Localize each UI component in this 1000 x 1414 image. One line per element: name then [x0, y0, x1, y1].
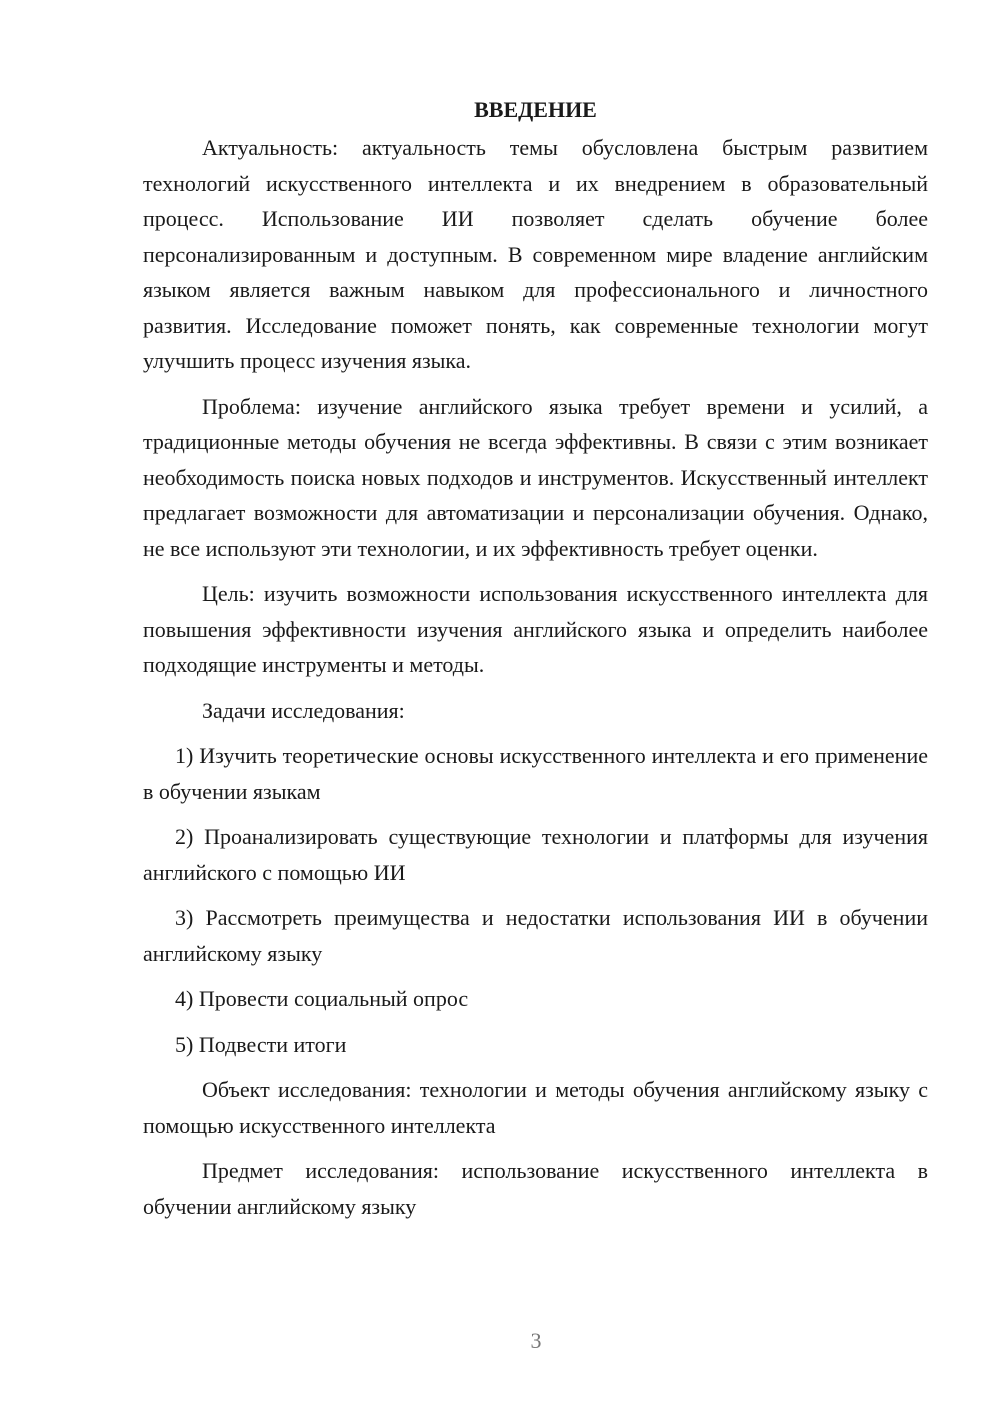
- object-paragraph: Объект исследования: технологии и методы обучения английскому языку с помощью искусственного интеллекта: [143, 1077, 928, 1138]
- page-title: ВВЕДЕНИЕ: [474, 97, 597, 122]
- document-page: [143, 92, 928, 1234]
- task-item: 3) Рассмотреть преимущества и недостатки использования ИИ в обучении английскому языку: [143, 905, 928, 966]
- task-item: 5) Подвести итоги: [175, 1031, 347, 1057]
- page-number: 3: [530, 1328, 542, 1353]
- tasks-heading: Задачи исследования:: [202, 697, 405, 723]
- goal-paragraph: Цель: изучить возможности использования искусственного интеллекта для повышения эффективности изучения английского языка и определить наиболее подходящие инструменты и методы.: [143, 581, 928, 677]
- task-item: 1) Изучить теоретические основы искусственного интеллекта и его применение в обучении языкам: [143, 743, 928, 804]
- task-item: 2) Проанализировать существующие технологии и платформы для изучения английского с помощью ИИ: [143, 824, 928, 885]
- task-item: 4) Провести социальный опрос: [175, 986, 469, 1011]
- subject-paragraph: Предмет исследования: использование искусственного интеллекта в обучении английскому языку: [143, 1158, 928, 1219]
- relevance-paragraph: Актуальность: актуальность темы обусловлена быстрым развитием технологий искусственного интеллекта и их внедрением в образовательный процесс. Использование ИИ позволяет сделать обучение более персонализированным и доступным. В современном мире владение английским языком является важным навыком для профессионального и личностного развития. Исследование поможет понять, как современные технологии могут улучшить процесс изучения языка.: [143, 135, 928, 373]
- problem-paragraph: Проблема: изучение английского языка требует времени и усилий, а традиционные методы обучения не всегда эффективны. В связи с этим возникает необходимость поиска новых подходов и инструментов. Искусственный интеллект предлагает возможности для автоматизации и персонализации обучения. Однако, не все используют эти технологии, и их эффективность требует оценки.: [143, 393, 928, 561]
